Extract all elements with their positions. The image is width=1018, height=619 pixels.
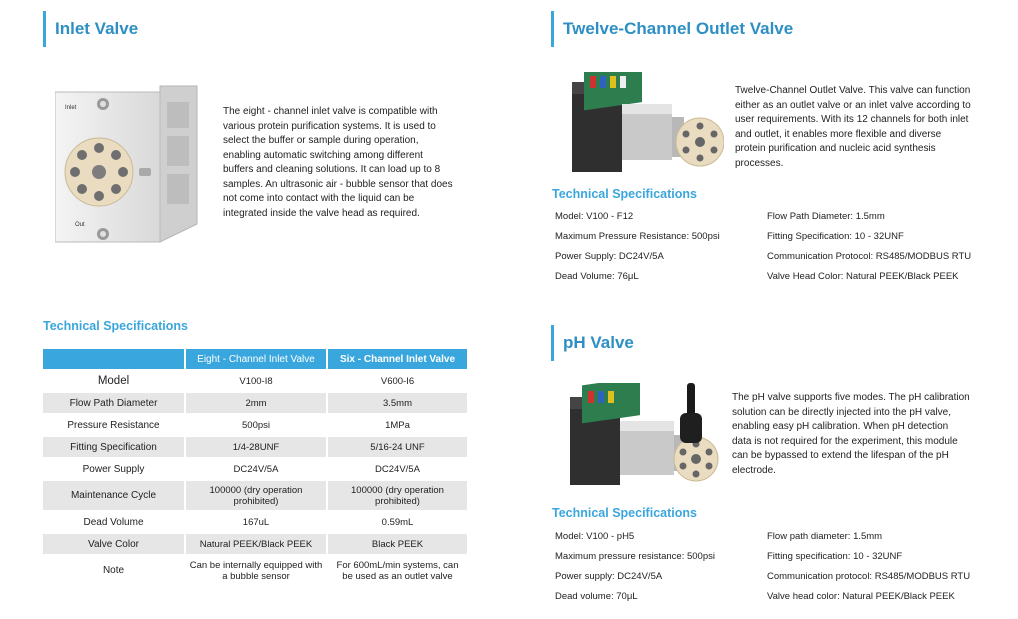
spec-item: Flow Path Diameter: 1.5mm <box>767 211 885 222</box>
ph-valve-heading <box>551 325 634 361</box>
spec-item: Communication protocol: RS485/MODBUS RTU <box>767 571 971 582</box>
table-cell: Black PEEK <box>326 534 467 554</box>
table-cell: Fitting Specification <box>43 437 184 457</box>
spec-item: Power Supply: DC24V/5A <box>555 251 664 262</box>
outlet-desc-line: and outlet, it enables more flexible and diverse <box>735 128 942 140</box>
spec-item: Maximum pressure resistance: 500psi <box>555 551 715 562</box>
ph-desc-line: enabling easy pH calibration. When pH detection <box>732 421 949 432</box>
table-cell: Natural PEEK/Black PEEK <box>184 534 326 554</box>
table-cell: Flow Path Diameter <box>43 393 184 413</box>
spec-item: Valve head color: Natural PEEK/Black PEEK <box>767 591 955 602</box>
spec-item: Power supply: DC24V/5A <box>555 571 663 582</box>
table-row <box>43 459 467 479</box>
table-row <box>43 393 467 413</box>
outlet-spec-list-right <box>767 207 971 287</box>
table-cell: 3.5mm <box>326 393 467 413</box>
table-row <box>43 437 467 457</box>
table-cell: Power Supply <box>82 463 145 475</box>
spec-item: Flow path diameter: 1.5mm <box>767 531 883 542</box>
table-row <box>43 512 467 532</box>
table-row <box>43 534 467 554</box>
spec-item: Model: V100 - pH5 <box>555 531 635 542</box>
outlet-desc-line: protein purification and nucleic acid synthesis <box>735 143 936 154</box>
table-row <box>43 556 467 585</box>
outlet-spec-list-left <box>555 207 720 287</box>
table-header-cell: Six - Channel Inlet Valve <box>326 349 467 369</box>
spec-item: Valve Head Color: Natural PEEK/Black PEEK <box>767 271 959 282</box>
spec-item: Maximum Pressure Resistance: 500psi <box>555 231 720 242</box>
table-cell: 2mm <box>184 393 326 413</box>
outlet-desc-line: either as an outlet valve or an inlet valve according to <box>735 99 971 111</box>
out-image-label: Out <box>75 222 85 228</box>
inlet-desc-line: select the buffer or sample during operation, <box>223 135 419 146</box>
table-cell: V100-I8 <box>184 371 326 391</box>
ph-desc-line: data is not required for the experiment, this module <box>732 435 958 447</box>
inlet-desc-line: samples. An ultrasonic air - bubble sensor that does <box>223 178 453 190</box>
table-row <box>43 481 467 510</box>
inlet-spec-table <box>43 347 467 587</box>
table-row <box>43 415 467 435</box>
inlet-desc-line: integrated inside the valve head as required. <box>223 207 420 219</box>
table-cell: V600-I6 <box>326 371 467 391</box>
inlet-desc-line: enabling automatic switching among different <box>223 149 423 161</box>
ph-desc-line: electrode. <box>732 464 776 476</box>
inlet-desc-line: not come into contact with the liquid can be <box>223 193 415 204</box>
ph-desc-line: The pH valve supports five modes. The pH calibration <box>732 392 970 403</box>
spec-item: Fitting specification: 10 - 32UNF <box>767 551 903 562</box>
spec-item: Dead volume: 70μL <box>555 591 638 602</box>
outlet-description <box>735 84 985 171</box>
table-cell: Valve Color <box>43 534 184 554</box>
ph-description <box>732 391 987 478</box>
table-cell: Dead Volume <box>83 516 144 528</box>
inlet-valve-heading <box>43 11 138 47</box>
outlet-desc-line: user requirements. With its 12 channels for both inlet <box>735 114 969 125</box>
ph-spec-title: Technical Specifications <box>552 506 697 520</box>
spec-item: Communication Protocol: RS485/MODBUS RTU <box>767 251 972 262</box>
ph-valve-image <box>570 383 722 491</box>
inlet-valve-title: Inlet Valve <box>55 19 139 38</box>
table-cell: Note <box>102 565 125 576</box>
ph-valve-title: pH Valve <box>563 333 634 352</box>
table-cell: 100000 (dry operation prohibited) <box>184 481 326 510</box>
inlet-desc-line: buffers and cleaning solutions. It can load up to 8 <box>223 164 441 175</box>
spec-item: Model: V100 - F12 <box>555 211 634 222</box>
ph-spec-list-right <box>767 527 970 607</box>
inlet-description <box>223 105 473 221</box>
inlet-image-label: Inlet <box>65 105 77 111</box>
table-cell: Pressure Resistance <box>67 419 160 431</box>
table-cell: 1MPa <box>326 415 467 435</box>
inlet-spec-title: Technical Specifications <box>43 319 188 333</box>
spec-item: Fitting Specification: 10 - 32UNF <box>767 231 904 242</box>
inlet-desc-line: various protein purification systems. It is used to <box>223 120 436 132</box>
table-cell: Can be internally equipped with a bubble sensor <box>184 556 326 585</box>
table-cell: For 600mL/min systems, can be used as an outlet valve <box>326 556 467 585</box>
ph-spec-list-left <box>555 527 715 607</box>
table-header-cell <box>43 349 184 369</box>
table-cell: 0.59mL <box>326 512 467 532</box>
outlet-valve-image <box>572 72 724 178</box>
outlet-desc-line: Twelve-Channel Outlet Valve. This valve can function <box>735 85 971 96</box>
ph-desc-line: solution can be directly injected into the pH valve, <box>732 406 952 418</box>
spec-item: Dead Volume: 76μL <box>555 271 639 282</box>
table-cell: 500psi <box>184 415 326 435</box>
outlet-valve-heading <box>551 11 793 47</box>
table-cell: Model <box>97 374 130 387</box>
outlet-valve-title: Twelve-Channel Outlet Valve <box>563 19 794 38</box>
table-cell: 5/16-24 UNF <box>326 437 467 457</box>
table-cell: 167uL <box>184 512 326 532</box>
table-cell: Maintenance Cycle <box>43 481 184 510</box>
table-cell: DC24V/5A <box>326 459 467 479</box>
table-cell: DC24V/5A <box>184 459 326 479</box>
outlet-spec-title: Technical Specifications <box>552 187 697 201</box>
table-cell: 1/4-28UNF <box>184 437 326 457</box>
table-cell: 100000 (dry operation prohibited) <box>326 481 467 510</box>
outlet-desc-line: processes. <box>735 157 784 169</box>
inlet-desc-line: The eight - channel inlet valve is compatible with <box>223 106 438 117</box>
ph-desc-line: can be bypassed to extend the lifespan of the pH <box>732 450 949 461</box>
table-header-cell: Eight - Channel Inlet Valve <box>184 349 326 369</box>
inlet-valve-image <box>55 84 205 246</box>
table-header-row <box>43 349 467 369</box>
table-row <box>43 371 467 391</box>
